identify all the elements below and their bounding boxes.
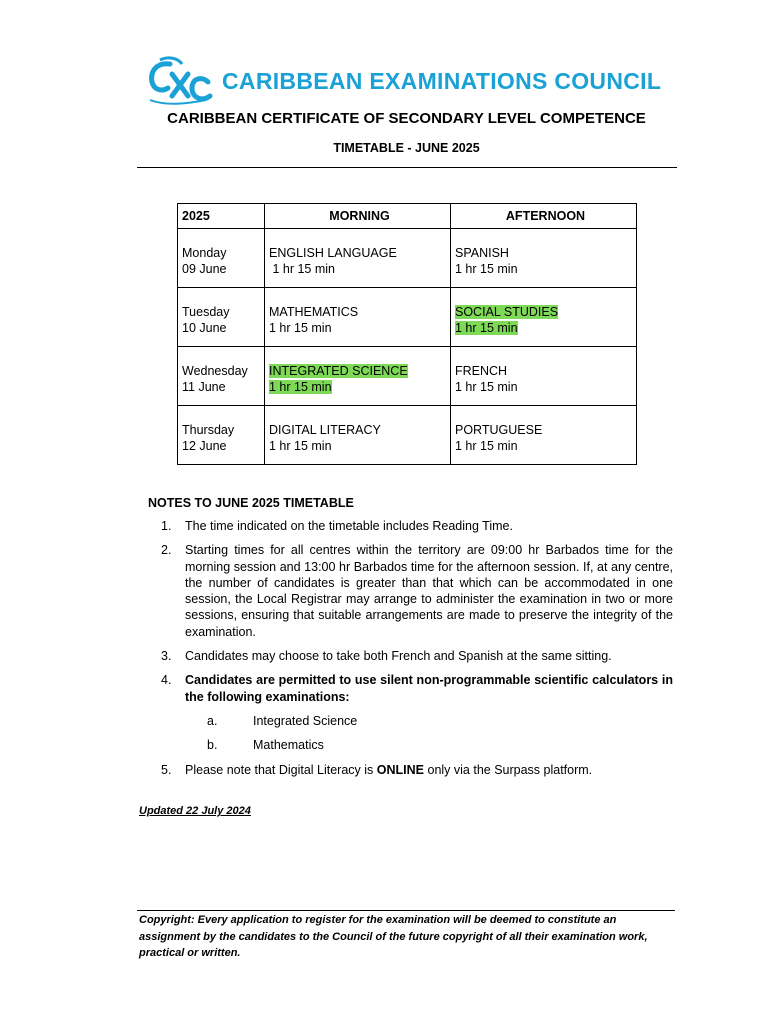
note-text [185, 762, 673, 778]
note-number: 4. [161, 673, 172, 688]
day-name: Thursday [182, 423, 235, 437]
timetable [177, 203, 637, 465]
afternoon-duration: 1 hr 15 min [455, 439, 518, 453]
morning-duration: 1 hr 15 min [269, 321, 332, 335]
day-name: Tuesday [182, 305, 230, 319]
list-item [148, 648, 673, 664]
afternoon-cell [451, 288, 637, 347]
morning-duration: 1 hr 15 min [269, 262, 336, 276]
note-text: Starting times for all centres within the territory are 09:00 hr Barbados time for the morning session and 13:00 hr Barbados time for the afternoon session. If, at any centre, the number of candidates is greater than that which can be accommodated in one session, the Local Registrar may arrange to administer the examination in two or more sessions, ensuring that suitable arrangements are made to preserve the integrity of the examination. [185, 543, 673, 639]
list-item [185, 737, 673, 753]
top-divider [137, 167, 677, 168]
list-item [148, 518, 673, 534]
morning-subject: DIGITAL LITERACY [269, 423, 381, 437]
day-name: Wednesday [182, 364, 248, 378]
notes-list [148, 518, 673, 786]
bottom-divider [137, 910, 675, 911]
afternoon-subject: FRENCH [455, 364, 508, 378]
afternoon-duration: 1 hr 15 min [455, 262, 518, 276]
table-row [178, 288, 637, 347]
afternoon-duration-highlighted: 1 hr 15 min [455, 321, 518, 335]
morning-subject: MATHEMATICS [269, 305, 359, 319]
afternoon-cell [451, 406, 637, 465]
day-name: Monday [182, 246, 227, 260]
org-name: CARIBBEAN EXAMINATIONS COUNCIL [222, 67, 662, 94]
day-date: 11 June [182, 380, 226, 394]
sub-note-letter: b. [207, 738, 218, 753]
sub-note-text: Mathematics [253, 738, 324, 753]
header-logo [146, 56, 661, 106]
list-item [185, 713, 673, 729]
list-item [148, 672, 673, 753]
day-date: 09 June [182, 262, 227, 276]
table-row [178, 229, 637, 288]
updated-date: Updated 22 July 2024 [139, 805, 251, 817]
copyright-notice: Copyright: Every application to register for the examination will be deemed to constitute an assignment by the candidates to the Council of the future copyright of all their examination work, practical or written. [139, 914, 648, 959]
day-cell [178, 406, 265, 465]
day-date: 10 June [182, 321, 227, 335]
note-text-before: Please note that Digital Literacy is [185, 762, 377, 777]
morning-duration: 1 hr 15 min [269, 439, 332, 453]
note-text-after: only via the Surpass platform. [424, 762, 593, 777]
calculator-subjects-list [185, 713, 673, 754]
morning-subject: ENGLISH LANGUAGE [269, 246, 397, 260]
morning-cell [265, 229, 451, 288]
day-cell [178, 288, 265, 347]
header-afternoon: AFTERNOON [451, 204, 637, 229]
morning-cell [265, 347, 451, 406]
list-item [148, 542, 673, 640]
note-text: Candidates may choose to take both French and Spanish at the same sitting. [185, 649, 612, 664]
note-text: The time indicated on the timetable includes Reading Time. [185, 519, 513, 533]
day-date: 12 June [182, 439, 227, 453]
note-number: 3. [161, 649, 172, 664]
day-cell [178, 229, 265, 288]
morning-cell [265, 288, 451, 347]
note-number: 1. [161, 519, 172, 533]
note-text-bold: ONLINE [376, 762, 425, 777]
note-number: 2. [161, 543, 172, 558]
note-number: 5. [161, 762, 172, 777]
morning-subject-highlighted: INTEGRATED SCIENCE [269, 364, 408, 378]
afternoon-subject: PORTUGUESE [455, 423, 543, 437]
morning-cell [265, 406, 451, 465]
list-item [148, 762, 673, 778]
afternoon-cell [451, 347, 637, 406]
header-morning: MORNING [265, 204, 451, 229]
timetable-header-row [178, 204, 637, 229]
header-year: 2025 [178, 204, 265, 229]
timetable-title: TIMETABLE - JUNE 2025 [333, 141, 480, 155]
cxc-logo-icon [146, 56, 216, 106]
table-row [178, 406, 637, 465]
note-text: Candidates are permitted to use silent non-programmable scientific calculators in the following examinations: [185, 673, 673, 704]
afternoon-subject-highlighted: SOCIAL STUDIES [455, 305, 559, 319]
afternoon-subject: SPANISH [455, 246, 509, 260]
morning-duration-highlighted: 1 hr 15 min [269, 380, 332, 394]
table-row [178, 347, 637, 406]
sub-note-text: Integrated Science [253, 713, 358, 728]
day-cell [178, 347, 265, 406]
notes-heading: NOTES TO JUNE 2025 TIMETABLE [148, 496, 354, 510]
afternoon-duration: 1 hr 15 min [455, 380, 518, 394]
afternoon-cell [451, 229, 637, 288]
sub-note-letter: a. [207, 713, 218, 728]
certificate-title: CARIBBEAN CERTIFICATE OF SECONDARY LEVEL COMPETENCE [167, 110, 646, 127]
